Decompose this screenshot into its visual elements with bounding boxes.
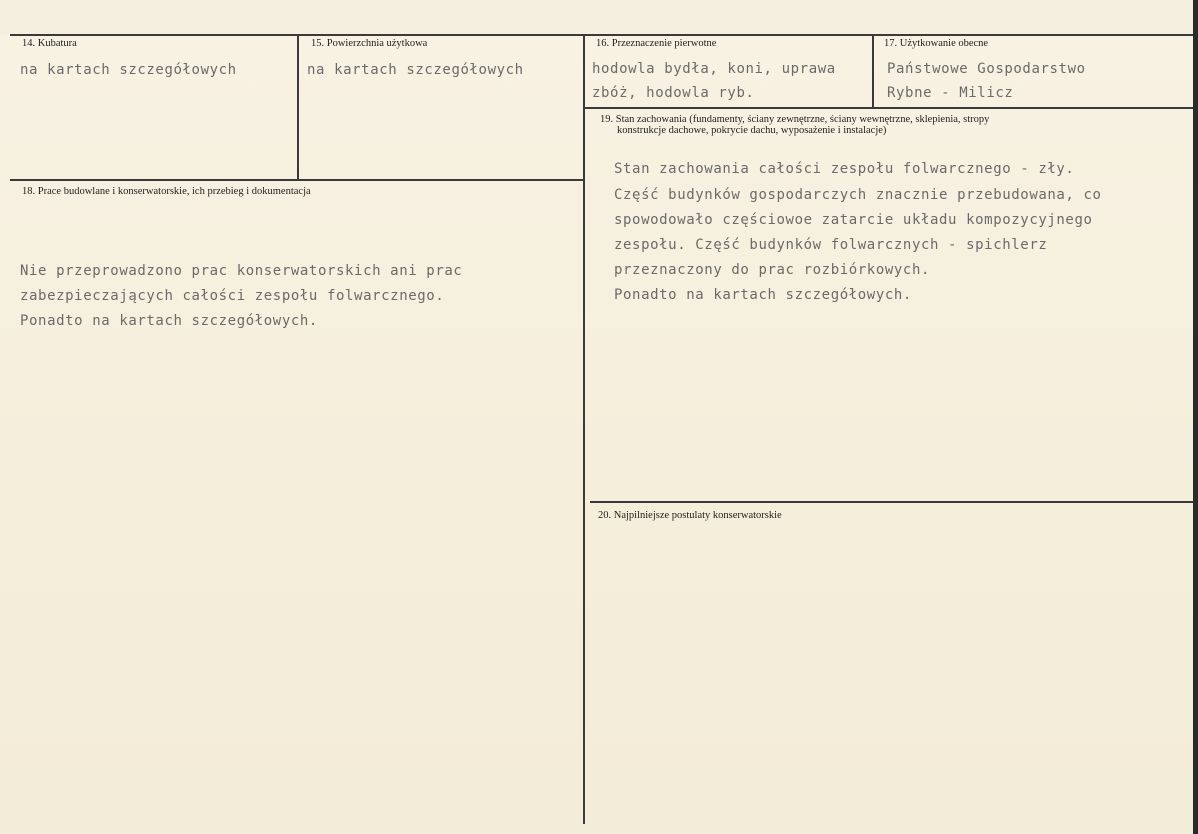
section-18-label: 18. Prace budowlane i konserwatorskie, ich przebieg i dokumentacja	[22, 186, 311, 197]
section-17-line-2: Rybne - Milicz	[887, 85, 1014, 101]
divider-16-19	[584, 107, 1196, 109]
section-19-line-5: przeznaczony do prac rozbiórkowych.	[614, 262, 931, 278]
section-18-line-3: Ponadto na kartach szczegółowych.	[20, 313, 318, 329]
section-19-label-line-1: 19. Stan zachowania (fundamenty, ściany zewnętrzne, ściany wewnętrzne, sklepienia, stropy	[600, 114, 990, 125]
section-15-label: 15. Powierzchnia użytkowa	[311, 38, 428, 49]
section-15-text: na kartach szczegółowych	[307, 62, 524, 78]
scan-edge	[1193, 0, 1198, 834]
section-19-line-4: zespołu. Część budynków folwarcznych - spichlerz	[614, 237, 1048, 253]
section-18-line-1: Nie przeprowadzono prac konserwatorskich ani prac	[20, 263, 463, 279]
section-14-text: na kartach szczegółowych	[20, 62, 237, 78]
section-17-line-1: Państwowe Gospodarstwo	[887, 61, 1086, 77]
top-border-line	[10, 34, 1196, 36]
section-16-line-1: hodowla bydła, koni, uprawa	[592, 61, 836, 77]
section-17-label: 17. Użytkowanie obecne	[884, 38, 989, 49]
section-19-line-3: spowodowało częściowoe zatarcie układu kompozycyjnego	[614, 212, 1093, 228]
divider-14-18	[10, 179, 584, 181]
section-19-label-line-2: konstrukcje dachowe, pokrycie dachu, wyposażenie i instalacje)	[617, 125, 887, 136]
divider-16-17	[872, 34, 874, 108]
section-18-line-2: zabezpieczających całości zespołu folwarcznego.	[20, 288, 445, 304]
section-20-label: 20. Najpilniejsze postulaty konserwatorskie	[598, 510, 782, 521]
divider-14-15	[297, 34, 299, 179]
top-margin	[0, 0, 1198, 34]
divider-19-20	[590, 501, 1196, 503]
section-16-line-2: zbóż, hodowla ryb.	[592, 85, 755, 101]
section-19-line-2: Część budynków gospodarczych znacznie przebudowana, co	[614, 187, 1102, 203]
main-column-divider	[583, 34, 585, 824]
section-19-line-6: Ponadto na kartach szczegółowych.	[614, 287, 912, 303]
section-16-label: 16. Przeznaczenie pierwotne	[596, 38, 717, 49]
section-19-line-1: Stan zachowania całości zespołu folwarcznego - zły.	[614, 161, 1075, 177]
section-14-label: 14. Kubatura	[22, 38, 77, 49]
